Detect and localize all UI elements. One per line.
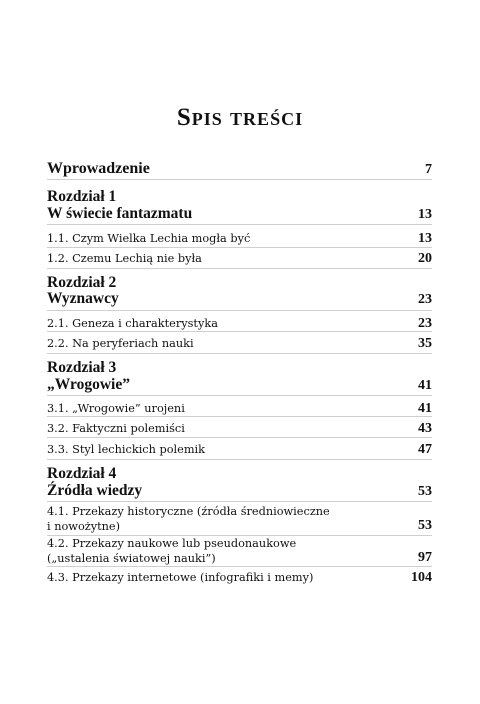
toc-entry-1-2[interactable] xyxy=(47,251,432,267)
toc-divider xyxy=(47,437,432,438)
toc-entry-page: 35 xyxy=(418,336,432,351)
toc-entry-2-1[interactable] xyxy=(47,316,432,332)
toc-entry-page: 7 xyxy=(425,162,432,177)
toc-divider xyxy=(47,566,432,567)
section-label-line-2: i nowożytne) xyxy=(47,520,120,533)
toc-entry-3-2[interactable] xyxy=(47,421,432,437)
toc-entry-page: 23 xyxy=(418,292,432,307)
toc-divider xyxy=(47,310,432,311)
chapter-title-label: Wyznawcy xyxy=(47,290,119,307)
toc-divider xyxy=(47,224,432,225)
section-label-line-1: 4.2. Przekazy naukowe lub pseudonaukowe xyxy=(47,537,297,550)
toc-divider xyxy=(47,501,432,502)
toc-entry-chapter-2[interactable] xyxy=(47,290,432,308)
section-label: 4.3. Przekazy internetowe (infografiki i memy) xyxy=(47,571,314,584)
section-label: 1.2. Czemu Lechią nie była xyxy=(47,252,202,265)
toc-divider xyxy=(47,268,432,269)
section-label: 2.1. Geneza i charakterystyka xyxy=(47,317,218,330)
chapter-3-heading xyxy=(47,359,432,377)
toc-entry-page: 53 xyxy=(418,484,432,499)
toc-entry-label: Wprowadzenie xyxy=(47,160,150,177)
toc-divider xyxy=(47,459,432,460)
toc-divider xyxy=(47,247,432,248)
toc-entry-page: 13 xyxy=(418,207,432,222)
page-title: Spis treści xyxy=(176,104,304,131)
toc-divider xyxy=(47,416,432,417)
toc-entry-page: 20 xyxy=(418,251,432,266)
toc-entry-chapter-4[interactable] xyxy=(47,482,432,500)
toc-divider xyxy=(47,331,432,332)
chapter-title-label: „Wrogowie” xyxy=(47,376,130,393)
toc-entry-4-2[interactable] xyxy=(47,536,432,566)
toc-entry-page: 47 xyxy=(418,442,432,457)
chapter-heading-label: Rozdział 2 xyxy=(47,274,117,291)
toc-entry-page: 104 xyxy=(411,570,432,585)
toc-divider xyxy=(47,179,432,180)
chapter-1-heading xyxy=(47,188,432,206)
section-label: 1.1. Czym Wielka Lechia mogła być xyxy=(47,232,251,245)
section-label: 2.2. Na peryferiach nauki xyxy=(47,337,194,350)
toc-entry-3-3[interactable] xyxy=(47,442,432,458)
toc-entry-intro[interactable] xyxy=(47,160,432,178)
section-label-line-2: („ustalenia światowej nauki”) xyxy=(47,552,216,565)
toc-entry-page: 41 xyxy=(418,401,432,416)
section-label: 3.1. „Wrogowie” urojeni xyxy=(47,402,185,415)
toc-entry-3-1[interactable] xyxy=(47,401,432,417)
toc-entry-page: 23 xyxy=(418,316,432,331)
toc-divider xyxy=(47,353,432,354)
chapter-heading-label: Rozdział 3 xyxy=(47,359,117,376)
section-label-line-1: 4.1. Przekazy historyczne (źródła średniowieczne xyxy=(47,505,330,518)
toc-entry-chapter-3[interactable] xyxy=(47,376,432,394)
toc-divider xyxy=(47,395,432,396)
toc-entry-page: 53 xyxy=(418,518,432,533)
section-label: 3.3. Styl lechickich polemik xyxy=(47,443,206,456)
toc-entry-1-1[interactable] xyxy=(47,231,432,247)
toc-entry-page: 41 xyxy=(418,378,432,393)
chapter-heading-label: Rozdział 1 xyxy=(47,188,117,205)
toc-entry-2-2[interactable] xyxy=(47,336,432,352)
chapter-title-label: Źródła wiedzy xyxy=(47,482,143,499)
toc-entry-page: 97 xyxy=(418,550,432,565)
toc-entry-chapter-1[interactable] xyxy=(47,205,432,223)
toc-entry-page: 13 xyxy=(418,231,432,246)
section-label: 3.2. Faktyczni polemiści xyxy=(47,422,185,435)
chapter-heading-label: Rozdział 4 xyxy=(47,465,117,482)
chapter-title-label: W świecie fantazmatu xyxy=(47,205,193,222)
chapter-4-heading xyxy=(47,465,432,483)
toc-entry-page: 43 xyxy=(418,421,432,436)
toc-entry-4-1[interactable] xyxy=(47,504,432,534)
toc-entry-4-3[interactable] xyxy=(47,570,432,586)
